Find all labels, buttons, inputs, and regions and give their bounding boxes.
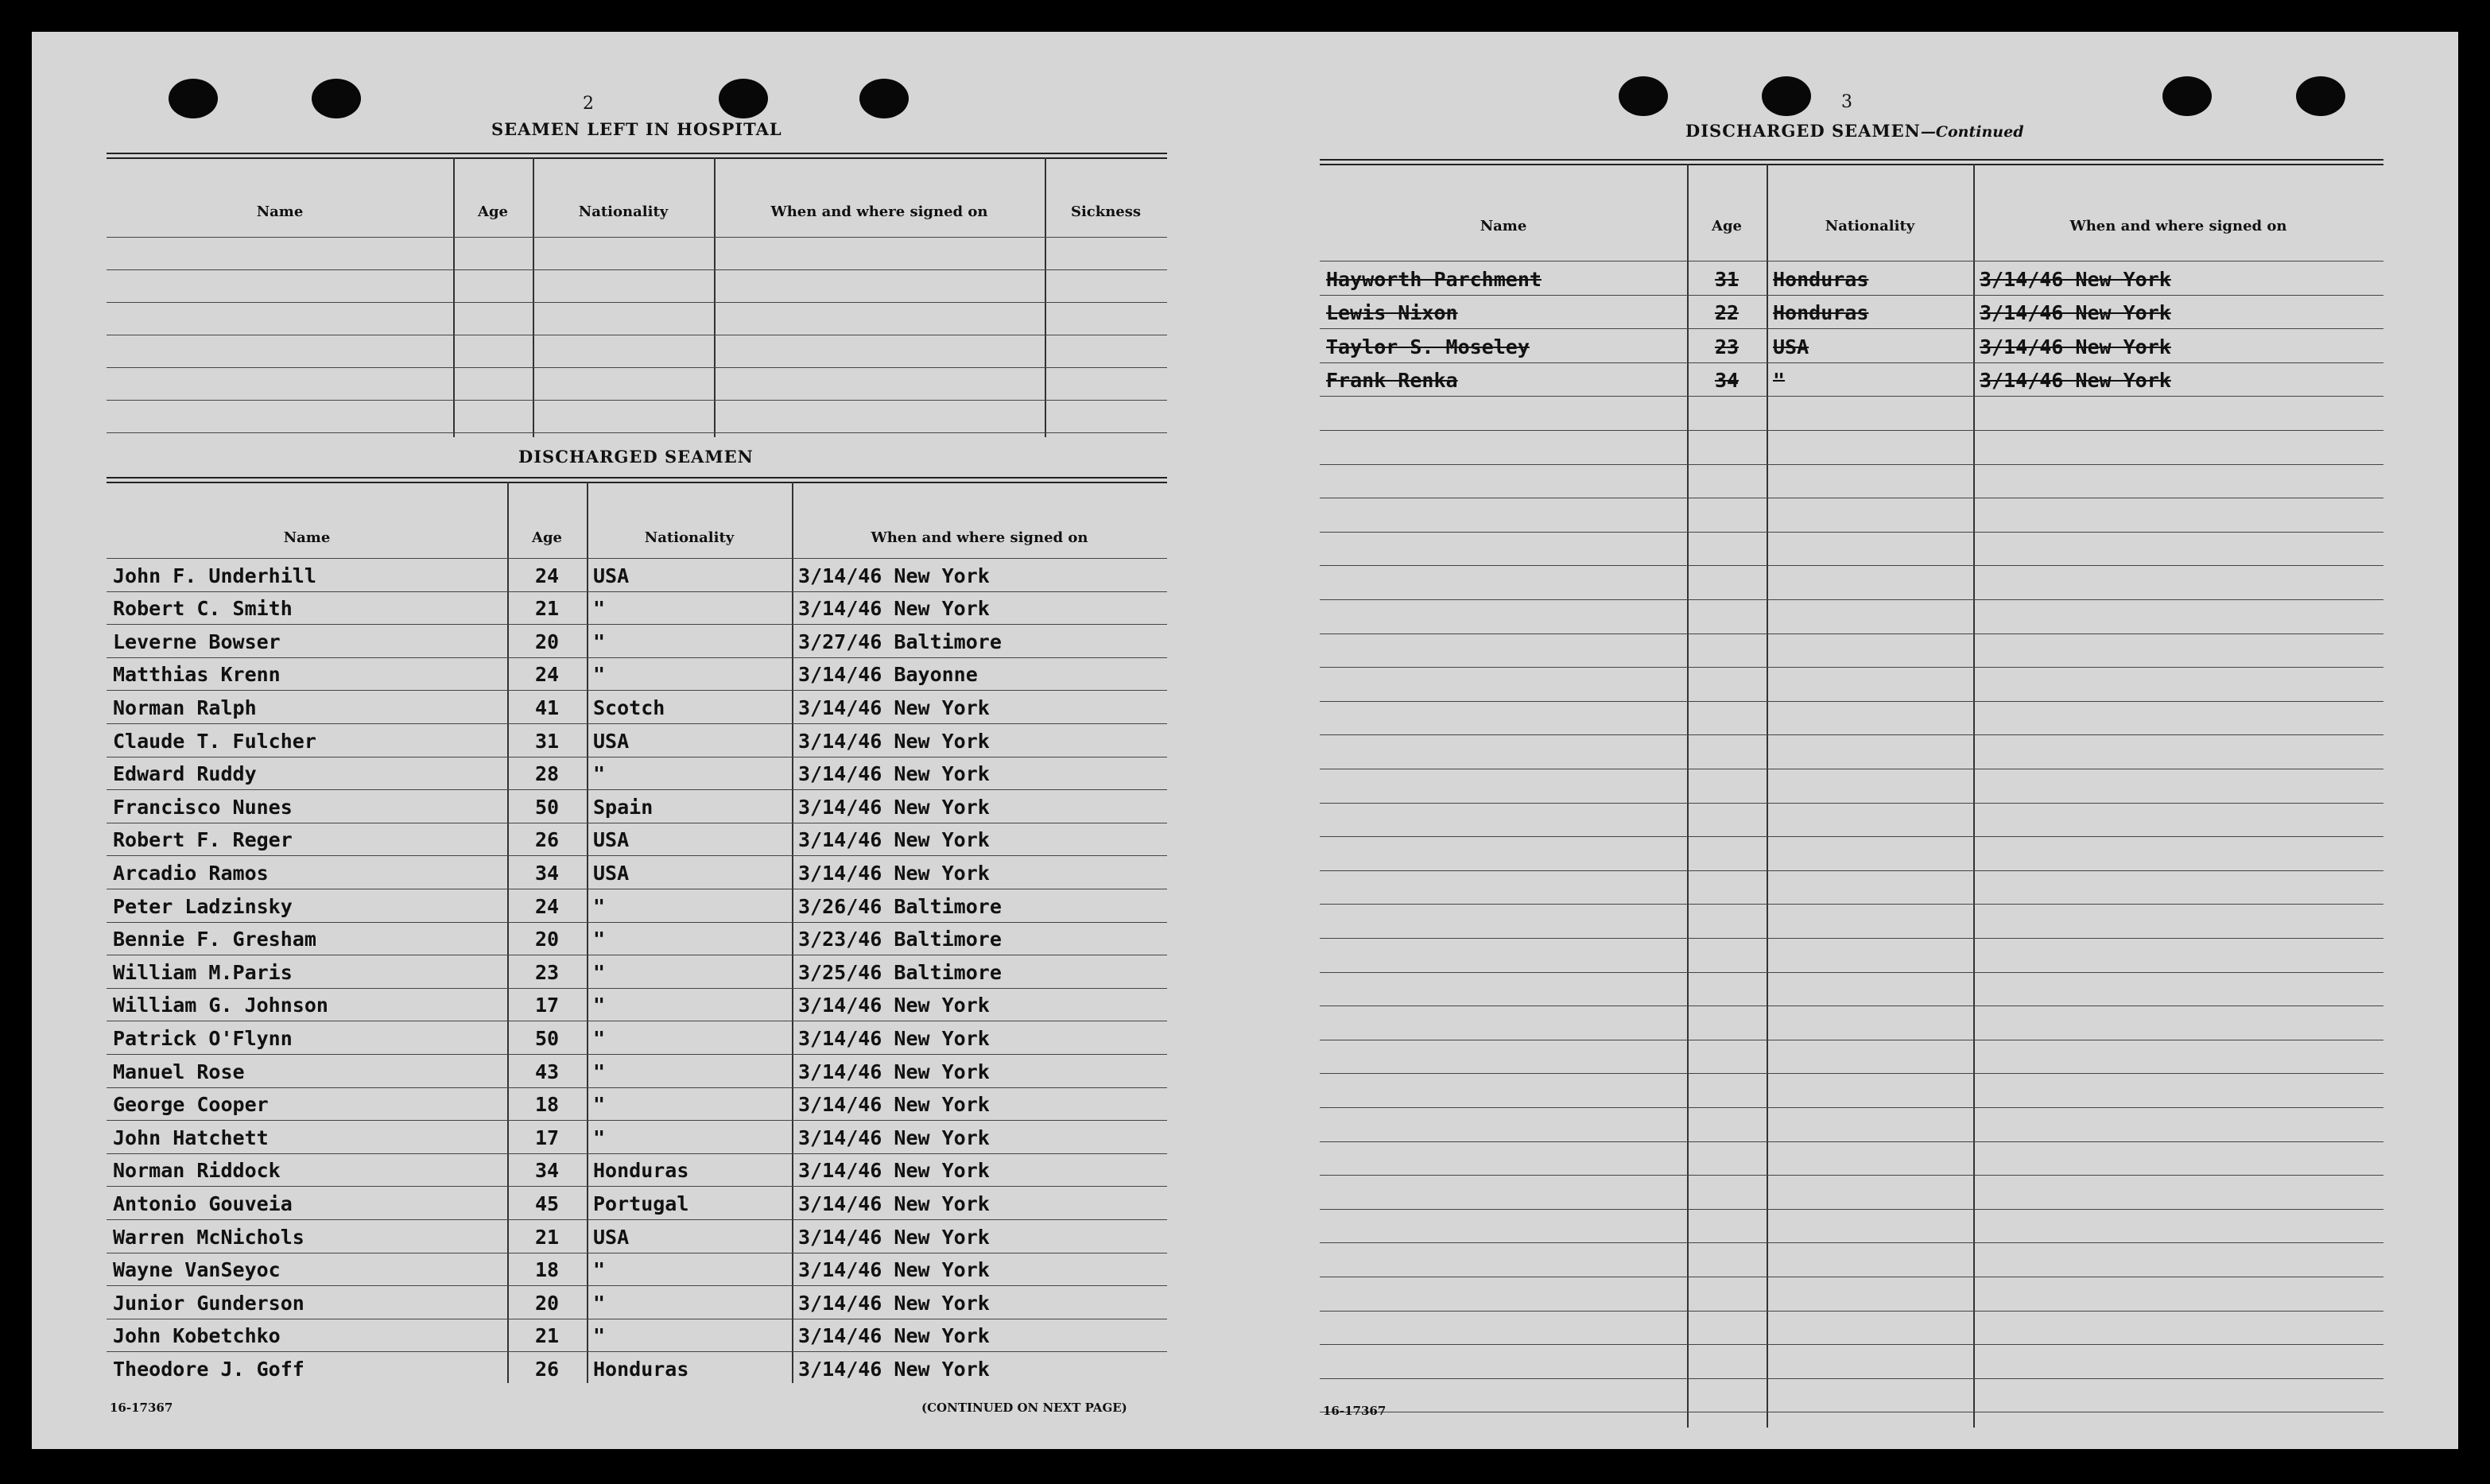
seaman-age: 21	[534, 1324, 560, 1347]
row-rule	[1320, 1175, 2383, 1176]
seaman-nationality: "	[593, 762, 606, 785]
row-rule	[1320, 972, 2383, 973]
seaman-name: John Hatchett	[113, 1126, 269, 1149]
row-rule	[1320, 904, 2383, 905]
seaman-name: William G. Johnson	[113, 994, 328, 1017]
row-rule	[1320, 532, 2383, 533]
row-rule	[1320, 1311, 2383, 1312]
row-rule	[107, 1153, 1167, 1154]
seaman-name: Theodore J. Goff	[113, 1358, 304, 1381]
seaman-nationality: Honduras	[1773, 301, 1869, 324]
document-paper	[32, 32, 2458, 1449]
seaman-signed-on: 3/14/46 Bayonne	[798, 663, 978, 686]
table-top-rule	[107, 482, 1167, 483]
column-divider	[533, 157, 534, 437]
row-rule	[1320, 667, 2383, 668]
hospital-table	[107, 153, 1167, 439]
seaman-nationality: "	[593, 663, 606, 686]
seaman-name: Leverne Bowser	[113, 630, 281, 653]
row-rule	[107, 1351, 1167, 1352]
row-rule	[1320, 565, 2383, 566]
seaman-nationality: "	[593, 961, 606, 984]
seaman-age: 20	[534, 928, 560, 951]
seaman-name: Norman Riddock	[113, 1159, 281, 1182]
seaman-age: 23	[1714, 335, 1740, 358]
row-rule	[1320, 1005, 2383, 1006]
seaman-nationality: Honduras	[593, 1358, 689, 1381]
punch-hole	[1762, 76, 1811, 116]
seaman-signed-on: 3/14/46 New York	[1980, 268, 2171, 291]
seaman-name: Claude T. Fulcher	[113, 730, 316, 753]
column-divider	[1767, 164, 1768, 1428]
seaman-nationality: USA	[593, 730, 630, 753]
row-rule	[1320, 261, 2383, 262]
punch-hole	[719, 79, 768, 118]
seaman-signed-on: 3/14/46 New York	[798, 1258, 990, 1281]
seaman-nationality: "	[593, 994, 606, 1017]
continued-note: (CONTINUED ON NEXT PAGE)	[921, 1401, 1127, 1415]
seaman-age: 18	[534, 1093, 560, 1116]
column-divider	[587, 482, 588, 1383]
seaman-signed-on: 3/14/46 New York	[798, 796, 990, 819]
seaman-nationality: USA	[593, 564, 630, 587]
column-header: When and where signed on	[2069, 218, 2287, 234]
seaman-name: Francisco Nunes	[113, 796, 293, 819]
seaman-signed-on: 3/14/46 New York	[798, 1159, 990, 1182]
column-header: Name	[283, 529, 331, 546]
column-header: When and where signed on	[770, 203, 988, 220]
row-rule	[1320, 1141, 2383, 1142]
seaman-nationality: "	[593, 928, 606, 951]
seaman-age: 21	[534, 1226, 560, 1249]
seaman-name: Manuel Rose	[113, 1060, 245, 1083]
row-rule	[107, 1219, 1167, 1220]
seaman-signed-on: 3/14/46 New York	[798, 1060, 990, 1083]
row-rule	[1320, 803, 2383, 804]
seaman-nationality: Honduras	[593, 1159, 689, 1182]
seaman-nationality: USA	[593, 828, 630, 851]
table-top-rule	[1320, 164, 2383, 165]
row-rule	[1320, 295, 2383, 296]
seaman-age: 18	[534, 1258, 560, 1281]
row-rule	[1320, 396, 2383, 397]
row-rule	[1320, 464, 2383, 465]
seaman-nationality: Spain	[593, 796, 654, 819]
row-rule	[1320, 701, 2383, 702]
column-header: When and where signed on	[871, 529, 1088, 546]
row-rule	[107, 690, 1167, 691]
seaman-nationality: "	[593, 1126, 606, 1149]
seaman-nationality: "	[593, 1292, 606, 1315]
left-form-number: 16-17367	[110, 1401, 173, 1415]
seaman-signed-on: 3/14/46 New York	[798, 1126, 990, 1149]
row-rule	[107, 400, 1167, 401]
seaman-signed-on: 3/27/46 Baltimore	[798, 630, 1002, 653]
row-rule	[107, 1054, 1167, 1055]
left-page-number: 2	[583, 94, 594, 114]
row-rule	[107, 789, 1167, 790]
seaman-name: Robert C. Smith	[113, 597, 293, 620]
row-rule	[107, 432, 1167, 433]
row-rule	[107, 558, 1167, 559]
seaman-nationality: USA	[593, 862, 630, 885]
hospital-title: SEAMEN LEFT IN HOSPITAL	[491, 119, 782, 139]
table-top-rule	[107, 153, 1167, 154]
punch-hole	[2162, 76, 2212, 116]
seaman-nationality: USA	[1773, 335, 1809, 358]
seaman-name: Robert F. Reger	[113, 828, 293, 851]
row-rule	[107, 922, 1167, 923]
seaman-name: Taylor S. Moseley	[1326, 335, 1530, 358]
row-rule	[1320, 430, 2383, 431]
seaman-nationality: "	[593, 1324, 606, 1347]
row-rule	[1320, 599, 2383, 600]
seaman-name: Peter Ladzinsky	[113, 895, 293, 918]
seaman-nationality: "	[593, 597, 606, 620]
punch-hole	[312, 79, 361, 118]
seaman-age: 34	[534, 1159, 560, 1182]
row-rule	[1320, 1378, 2383, 1379]
punch-hole	[2296, 76, 2345, 116]
seaman-signed-on: 3/26/46 Baltimore	[798, 895, 1002, 918]
seaman-signed-on: 3/14/46 New York	[798, 1192, 990, 1215]
seaman-signed-on: 3/14/46 New York	[798, 1027, 990, 1050]
column-header: Nationality	[578, 203, 669, 220]
seaman-age: 20	[534, 1292, 560, 1315]
seaman-signed-on: 3/14/46 New York	[798, 597, 990, 620]
seaman-name: Lewis Nixon	[1326, 301, 1458, 324]
seaman-name: Bennie F. Gresham	[113, 928, 316, 951]
row-rule	[1320, 328, 2383, 329]
seaman-age: 34	[534, 862, 560, 885]
column-divider	[714, 157, 716, 437]
seaman-age: 31	[1714, 268, 1740, 291]
row-rule	[107, 988, 1167, 989]
seaman-name: Junior Gunderson	[113, 1292, 304, 1315]
row-rule	[1320, 1344, 2383, 1345]
seaman-signed-on: 3/25/46 Baltimore	[798, 961, 1002, 984]
row-rule	[1320, 870, 2383, 871]
seaman-nationality: "	[1773, 369, 1786, 392]
seaman-age: 24	[534, 564, 560, 587]
column-divider	[1045, 157, 1046, 437]
seaman-signed-on: 3/23/46 Baltimore	[798, 928, 1002, 951]
row-rule	[1320, 836, 2383, 837]
seaman-name: Patrick O'Flynn	[113, 1027, 293, 1050]
seaman-nationality: "	[593, 895, 606, 918]
right-discharged-table	[1320, 159, 2383, 1428]
seaman-name: Warren McNichols	[113, 1226, 304, 1249]
seaman-nationality: Portugal	[593, 1192, 689, 1215]
seaman-age: 24	[534, 895, 560, 918]
seaman-signed-on: 3/14/46 New York	[798, 1093, 990, 1116]
seaman-signed-on: 3/14/46 New York	[798, 862, 990, 885]
seaman-age: 23	[534, 961, 560, 984]
seaman-age: 41	[534, 696, 560, 719]
seaman-age: 50	[534, 796, 560, 819]
seaman-name: Edward Ruddy	[113, 762, 257, 785]
column-header: Name	[256, 203, 304, 220]
seaman-age: 45	[534, 1192, 560, 1215]
seaman-name: John F. Underhill	[113, 564, 316, 587]
row-rule	[107, 1120, 1167, 1121]
seaman-age: 28	[534, 762, 560, 785]
row-rule	[107, 723, 1167, 724]
seaman-nationality: "	[593, 1093, 606, 1116]
table-top-rule	[107, 157, 1167, 159]
seaman-age: 17	[534, 1126, 560, 1149]
punch-hole	[859, 79, 909, 118]
seaman-age: 34	[1714, 369, 1740, 392]
seaman-age: 26	[534, 1358, 560, 1381]
seaman-age: 20	[534, 630, 560, 653]
seaman-name: Arcadio Ramos	[113, 862, 269, 885]
column-divider	[453, 157, 455, 437]
row-rule	[1320, 938, 2383, 939]
column-divider	[792, 482, 793, 1383]
seaman-name: Hayworth Parchment	[1326, 268, 1542, 291]
right-page-number: 3	[1841, 92, 1852, 112]
row-rule	[1320, 1242, 2383, 1243]
row-rule	[107, 367, 1167, 368]
seaman-name: Matthias Krenn	[113, 663, 281, 686]
seaman-age: 43	[534, 1060, 560, 1083]
seaman-signed-on: 3/14/46 New York	[1980, 369, 2171, 392]
seaman-nationality: Scotch	[593, 696, 665, 719]
row-rule	[107, 302, 1167, 303]
seaman-name: Norman Ralph	[113, 696, 257, 719]
seaman-nationality: "	[593, 1258, 606, 1281]
seaman-signed-on: 3/14/46 New York	[798, 564, 990, 587]
column-header: Age	[531, 529, 562, 546]
seaman-age: 50	[534, 1027, 560, 1050]
row-rule	[107, 1087, 1167, 1088]
seaman-signed-on: 3/14/46 New York	[1980, 301, 2171, 324]
seaman-signed-on: 3/14/46 New York	[798, 696, 990, 719]
seaman-name: John Kobetchko	[113, 1324, 281, 1347]
table-top-rule	[1320, 159, 2383, 161]
seaman-name: Frank Renka	[1326, 369, 1458, 392]
row-rule	[1320, 1107, 2383, 1108]
seaman-name: Antonio Gouveia	[113, 1192, 293, 1215]
seaman-name: Wayne VanSeyoc	[113, 1258, 281, 1281]
column-divider	[1973, 164, 1975, 1428]
row-rule	[1320, 734, 2383, 735]
row-rule	[107, 624, 1167, 625]
column-header: Name	[1480, 218, 1527, 234]
seaman-nationality: USA	[593, 1226, 630, 1249]
seaman-signed-on: 3/14/46 New York	[798, 1358, 990, 1381]
seaman-age: 21	[534, 597, 560, 620]
row-rule	[107, 1285, 1167, 1286]
seaman-signed-on: 3/14/46 New York	[798, 1226, 990, 1249]
row-rule	[107, 591, 1167, 592]
column-header: Nationality	[1825, 218, 1915, 234]
right-discharged-title	[1685, 121, 2024, 141]
seaman-age: 31	[534, 730, 560, 753]
punch-hole	[169, 79, 218, 118]
column-header: Age	[1711, 218, 1742, 234]
seaman-signed-on: 3/14/46 New York	[798, 1324, 990, 1347]
column-header: Sickness	[1070, 203, 1142, 220]
seaman-nationality: Honduras	[1773, 268, 1869, 291]
column-header: Nationality	[644, 529, 735, 546]
discharged-title: DISCHARGED SEAMEN	[518, 447, 754, 467]
table-top-rule	[107, 477, 1167, 479]
row-rule	[1320, 1209, 2383, 1210]
seaman-signed-on: 3/14/46 New York	[798, 762, 990, 785]
seaman-signed-on: 3/14/46 New York	[1980, 335, 2171, 358]
row-rule	[107, 855, 1167, 856]
row-rule	[1320, 362, 2383, 363]
column-header: Age	[477, 203, 508, 220]
seaman-age: 17	[534, 994, 560, 1017]
seaman-name: William M.Paris	[113, 961, 293, 984]
seaman-age: 22	[1714, 301, 1740, 324]
seaman-signed-on: 3/14/46 New York	[798, 730, 990, 753]
punch-hole	[1619, 76, 1668, 116]
seaman-signed-on: 3/14/46 New York	[798, 1292, 990, 1315]
seaman-signed-on: 3/14/46 New York	[798, 828, 990, 851]
row-rule	[107, 237, 1167, 238]
seaman-signed-on: 3/14/46 New York	[798, 994, 990, 1017]
row-rule	[107, 1186, 1167, 1187]
seaman-nationality: "	[593, 630, 606, 653]
right-form-number: 16-17367	[1323, 1404, 1387, 1418]
row-rule	[107, 657, 1167, 658]
discharged-table	[107, 477, 1167, 1383]
seaman-nationality: "	[593, 1027, 606, 1050]
row-rule	[107, 269, 1167, 270]
seaman-age: 24	[534, 663, 560, 686]
seaman-nationality: "	[593, 1060, 606, 1083]
right-title-text: DISCHARGED SEAMEN	[1685, 121, 1921, 141]
seaman-name: George Cooper	[113, 1093, 269, 1116]
row-rule	[1320, 1073, 2383, 1074]
right-title-suffix: —Continued	[1920, 123, 2024, 141]
seaman-age: 26	[534, 828, 560, 851]
